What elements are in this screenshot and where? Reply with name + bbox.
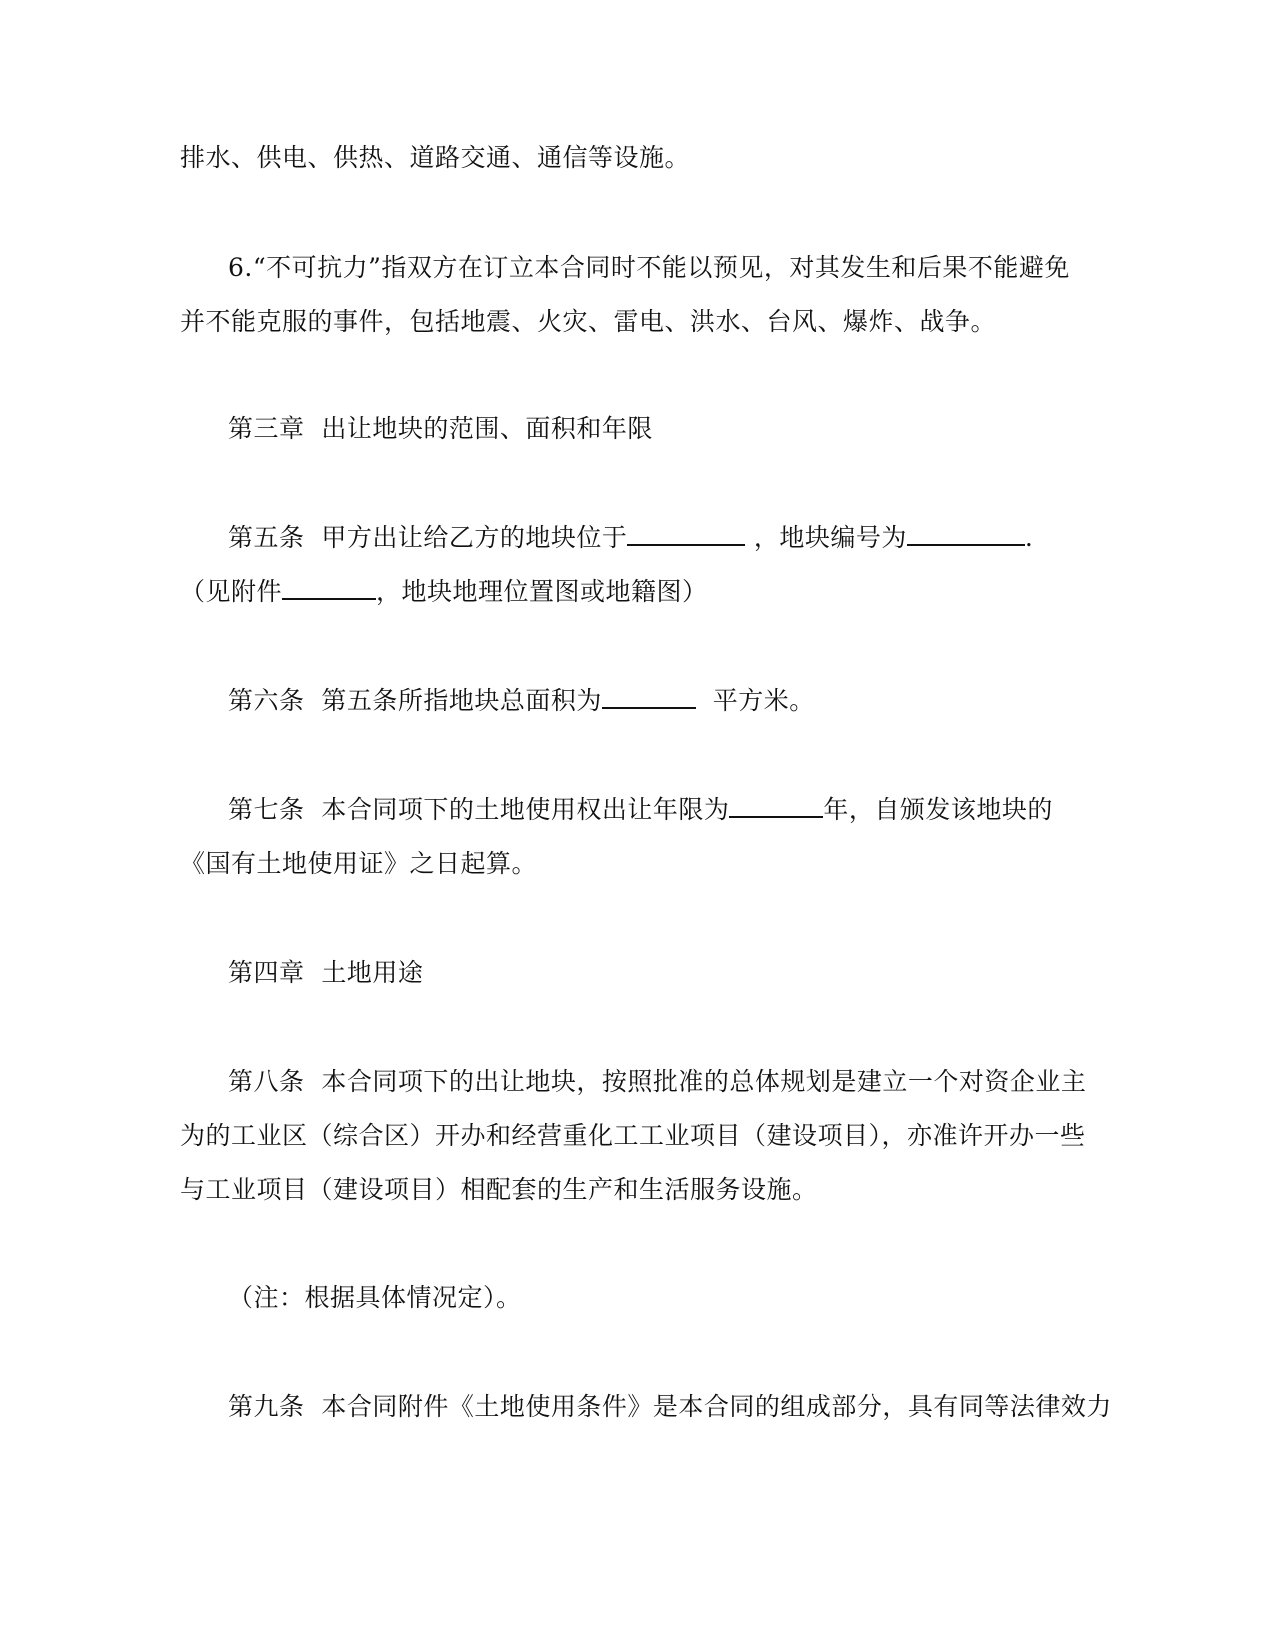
text-line: 第九条 本合同附件《土地使用条件》是本合同的组成部分，具有同等法律效力: [228, 1392, 1112, 1421]
text-segment: .: [1024, 523, 1034, 552]
text-line: 为的工业区（综合区）开办和经营重化工工业项目（建设项目），亦准许开办一些: [180, 1121, 1086, 1150]
text-segment: 年，自颁发该地块的: [823, 795, 1053, 824]
area-blank: [602, 685, 696, 709]
text-segment: 平方米。: [695, 686, 815, 715]
parcel-number-blank: [907, 522, 1025, 546]
location-blank: [627, 522, 745, 546]
text-line: 6.“不可抗力”指双方在订立本合同时不能以预见，对其发生和后果不能避免: [228, 253, 1070, 282]
text-segment: ，地块编号为: [745, 523, 907, 552]
annex-line: [180, 576, 708, 608]
article-seven-line: [228, 794, 1053, 826]
text-line: 与工业项目（建设项目）相配套的生产和生活服务设施。: [180, 1175, 818, 1204]
text-segment: 第七条 本合同项下的土地使用权出让年限为: [228, 795, 730, 824]
text-segment: ，地块地理位置图或地籍图）: [376, 577, 708, 606]
chapter-heading: 第四章 土地用途: [228, 958, 424, 987]
annex-blank: [282, 576, 376, 600]
text-segment: 第六条 第五条所指地块总面积为: [228, 686, 602, 715]
text-line: 并不能克服的事件，包括地震、火灾、雷电、洪水、台风、爆炸、战争。: [180, 307, 997, 336]
chapter-heading: 第三章 出让地块的范围、面积和年限: [228, 414, 653, 443]
text-segment: （见附件: [180, 577, 283, 606]
article-six-line: [228, 685, 815, 717]
article-five-line: [228, 522, 1033, 554]
text-segment: 第五条 甲方出让给乙方的地块位于: [228, 523, 628, 552]
text-line: 第八条 本合同项下的出让地块，按照批准的总体规划是建立一个对资企业主: [228, 1067, 1087, 1096]
text-line: 排水、供电、供热、道路交通、通信等设施。: [180, 143, 691, 172]
text-line: 《国有土地使用证》之日起算。: [180, 849, 538, 878]
term-years-blank: [729, 794, 823, 818]
note-line: （注：根据具体情况定）。: [228, 1283, 522, 1312]
